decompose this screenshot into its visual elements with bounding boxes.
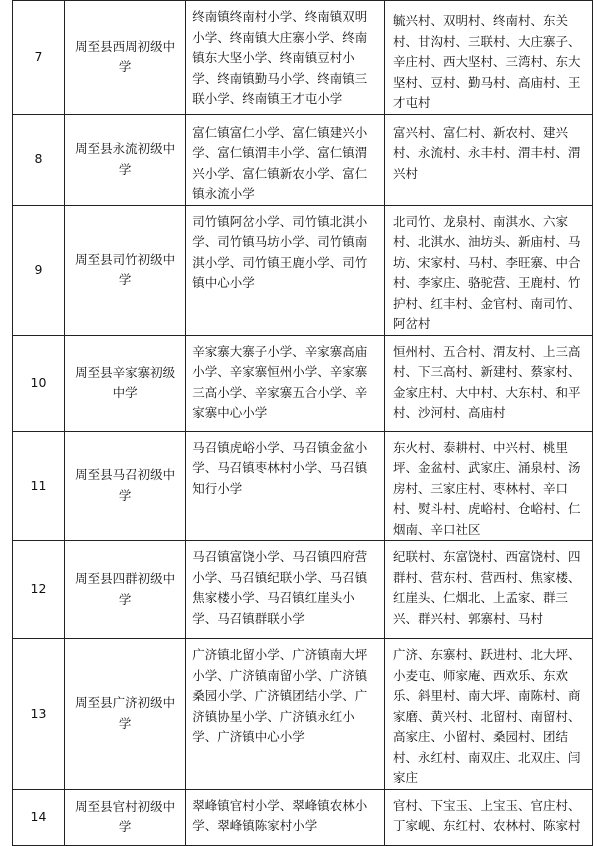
table-row <box>13 431 593 541</box>
row-number: 10 <box>13 335 65 431</box>
table-row <box>13 114 593 205</box>
villages-text: 北司竹、龙泉村、南淇水、六家村、北淇水、油坊头、新庙村、马坊、宋家村、马村、李旺寨、中合村、李家庄、骆驼营、王鹿村、竹护村、红丰村、金官村、南司竹、阿岔村 <box>393 213 581 331</box>
middle-school-name: 周至县司竹初级中学 <box>64 205 185 335</box>
table-row <box>13 1 593 115</box>
primary-schools-cell <box>186 335 385 431</box>
primary-schools-text: 广济镇北留小学、广济镇南大坪小学、广济镇南留小学、广济镇桑园小学、广济镇团结小学、广济镇协星小学、广济镇永红小学、广济镇中心小学 <box>192 647 368 744</box>
villages-text: 恒州村、五合村、渭友村、上三高村、下三高村、新建村、蔡家村、金家庄村、大中村、大东村、和平村、沙河村、高庙村 <box>393 343 581 420</box>
villages-text: 毓兴村、双明村、终南村、东关村、甘沟村、三联村、大庄寨子、辛庄村、西大坚村、三湾村、东大坚村、豆村、勤马村、高庙村、王才屯村 <box>393 13 581 110</box>
row-number: 11 <box>13 431 65 541</box>
middle-school-name: 周至县永流初级中学 <box>64 114 185 205</box>
row-number: 8 <box>13 114 65 205</box>
row-number: 13 <box>13 639 65 790</box>
middle-school-name: 周至县马召初级中学 <box>64 431 185 541</box>
primary-schools-cell <box>186 1 385 115</box>
villages-cell <box>385 205 593 335</box>
middle-school-name: 周至县四群初级中学 <box>64 541 185 639</box>
middle-school-name: 周至县广济初级中学 <box>64 639 185 790</box>
primary-schools-cell <box>186 789 385 845</box>
primary-schools-text: 马召镇虎峪小学、马召镇金盆小学、马召镇枣林村小学、马召镇知行小学 <box>192 439 368 496</box>
row-number: 12 <box>13 541 65 639</box>
middle-school-name: 周至县官村初级中学 <box>64 789 185 845</box>
table-row <box>13 541 593 639</box>
villages-text: 广济、东寨村、跃进村、北大坪、小麦屯、师家庵、西欢乐、东欢乐、斜里村、南大坪、南陈村、商家磨、黄兴村、北留村、南留村、高家庄、小留村、桑园村、团结村、永红村、南双庄、北双庄、闫家庄 <box>393 647 581 785</box>
primary-schools-cell <box>186 114 385 205</box>
middle-school-name: 周至县西周初级中学 <box>64 1 185 115</box>
table-row <box>13 639 593 790</box>
middle-school-name: 周至县辛家寨初级中学 <box>64 335 185 431</box>
villages-cell <box>385 1 593 115</box>
primary-schools-text: 马召镇富饶小学、马召镇四府营小学、马召镇纪联小学、马召镇焦家楼小学、马召镇红崖头小学、马召镇群联小学 <box>192 549 368 626</box>
school-district-table <box>12 0 593 846</box>
table-row <box>13 789 593 845</box>
primary-schools-text: 司竹镇阿岔小学、司竹镇北淇小学、司竹镇马坊小学、司竹镇南淇小学、司竹镇王鹿小学、司竹镇中心小学 <box>192 213 368 290</box>
primary-schools-text: 富仁镇富仁小学、富仁镇建兴小学、富仁镇渭丰小学、富仁镇渭兴小学、富仁镇新农小学、富仁镇永流小学 <box>192 124 368 201</box>
villages-text: 富兴村、富仁村、新农村、建兴村、永流村、永丰村、渭丰村、渭兴村 <box>393 124 581 181</box>
villages-cell <box>385 114 593 205</box>
table-row <box>13 205 593 335</box>
primary-schools-text: 辛家寨大寨子小学、辛家寨高庙小学、辛家寨恒州小学、辛家寨三高小学、辛家寨五合小学、辛家寨中心小学 <box>192 343 368 420</box>
villages-cell <box>385 639 593 790</box>
villages-cell <box>385 335 593 431</box>
primary-schools-text: 终南镇终南村小学、终南镇双明小学、终南镇大庄寨小学、终南镇东大坚小学、终南镇豆村小学、终南镇勤马小学、终南镇三联小学、终南镇王才屯小学 <box>192 9 368 106</box>
villages-cell <box>385 789 593 845</box>
villages-cell <box>385 431 593 541</box>
row-number: 14 <box>13 789 65 845</box>
villages-text: 东火村、泰耕村、中兴村、桃里坪、金盆村、武家庄、涌泉村、汤房村、三家庄村、枣林村、辛口村、熨斗村、虎峪村、仓峪村、仁烟南、辛口社区 <box>393 439 581 537</box>
table-row <box>13 335 593 431</box>
primary-schools-cell <box>186 431 385 541</box>
primary-schools-cell <box>186 639 385 790</box>
primary-schools-cell <box>186 541 385 639</box>
primary-schools-text: 翠峰镇官村小学、翠峰镇农林小学、翠峰镇陈家村小学 <box>192 797 368 833</box>
row-number: 9 <box>13 205 65 335</box>
villages-text: 官村、下宝玉、上宝玉、官庄村、丁家岘、东红村、农林村、陈家村 <box>393 797 581 833</box>
row-number: 7 <box>13 1 65 115</box>
primary-schools-cell <box>186 205 385 335</box>
villages-cell <box>385 541 593 639</box>
villages-text: 纪联村、东富饶村、西富饶村、四群村、营东村、营西村、焦家楼、红崖头、仁烟北、上孟家、群三兴、群兴村、郭寨村、马村 <box>393 549 581 626</box>
